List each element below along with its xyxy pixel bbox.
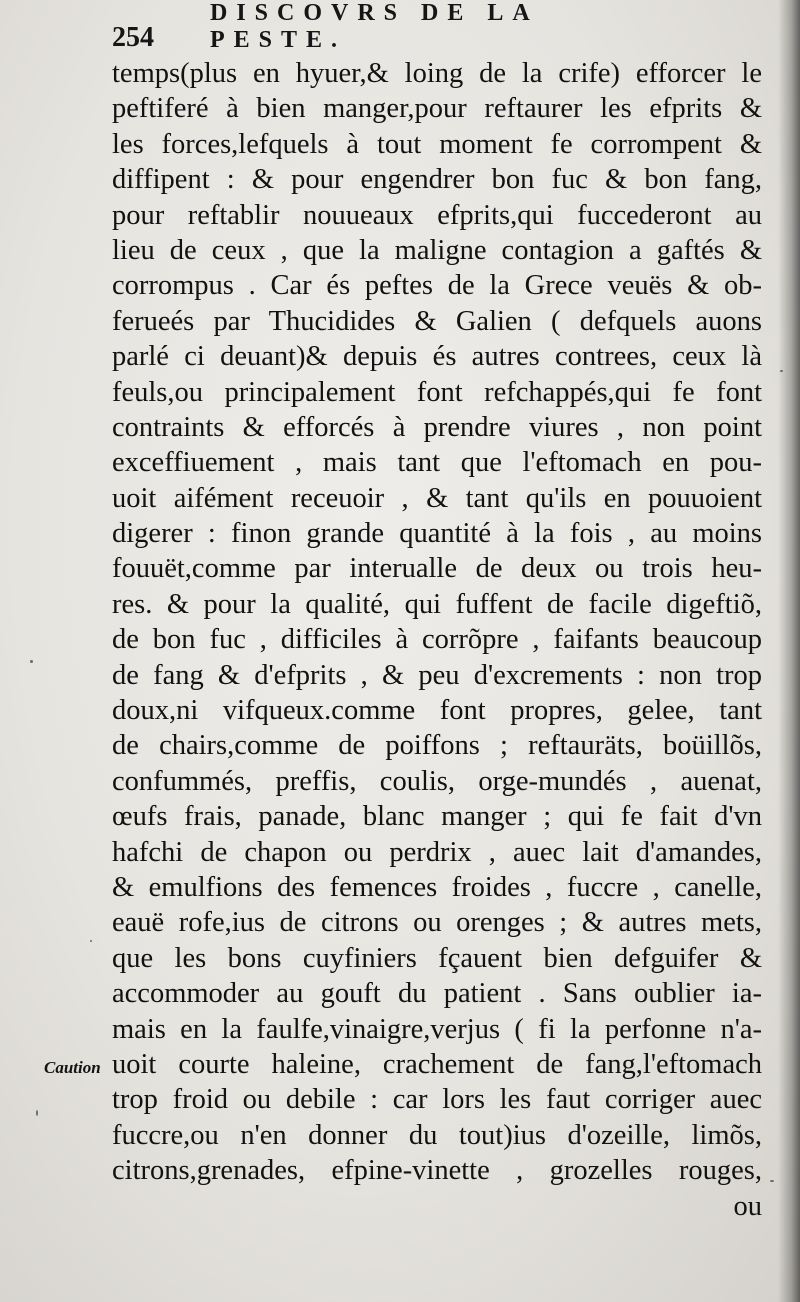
paper-speck [770,1180,774,1182]
page-edge-shadow [778,0,800,1302]
margin-note: Caution [44,1058,101,1077]
text-line: uoit aifément receuoir , & tant qu'ils en pouuoient [112,482,762,514]
text-line: uoit courte haleine, crachement de fang,l'eftomach [112,1048,762,1080]
text-line: peftiferé à bien manger,pour reftaurer les efprits & [112,93,762,125]
text-line: exceffiuement , mais tant que l'eftomach en pou- [112,447,762,479]
text-line: mais en la faulfe,vinaigre,verjus ( fi la perfonne n'a- [112,1013,762,1045]
text-line: hafchi de chapon ou perdrix , auec lait d'amandes, [112,836,762,868]
running-head-title: DISCOVRS DE LA PESTE. [210,0,538,53]
catchword: ou [733,1190,762,1222]
text-line: fouuët,comme par interualle de deux ou trois heu- [112,553,762,585]
text-line: feuls,ou principalement font refchappés,qui fe font [112,376,762,408]
text-line: de fang & d'efprits , & peu d'excrements : non trop [112,659,762,691]
text-line: res. & pour la qualité, qui fuffent de facile digeftiõ, [112,588,762,620]
page-number: 254 [112,22,154,53]
body-text [112,56,762,1224]
text-line: corrompus . Car és peftes de la Grece veuës & ob- [112,270,762,302]
running-header [112,0,672,54]
text-line: parlé ci deuant)& depuis és autres contrees, ceux là [112,341,762,373]
paper-speck [36,1110,38,1116]
text-line: de chairs,comme de poiffons ; reftauräts, boüillõs, [112,730,762,762]
text-line: ferueés par Thucidides & Galien ( defquels auons [112,305,762,337]
text-line: accommoder au gouft du patient . Sans oublier ia- [112,978,762,1010]
text-line: digerer : finon grande quantité à la fois , au moins [112,518,762,550]
text-line: que les bons cuyfiniers fçauent bien defguifer & [112,942,762,974]
text-line: trop froid ou debile : car lors les faut corriger auec [112,1084,762,1116]
text-line: lieu de ceux , que la maligne contagion a gaftés & [112,234,762,266]
paper-speck [90,940,92,942]
text-line: confummés, preffis, coulis, orge-mundés , auenat, [112,765,762,797]
text-line: temps(plus en hyuer,& loing de la crife) efforcer le [112,58,762,89]
text-line: les forces,lefquels à tout moment fe corrompent & [112,128,762,160]
text-line: diffipent : & pour engendrer bon fuc & bon fang, [112,164,762,196]
paper-speck [780,370,783,372]
text-line: doux,ni vifqueux.comme font propres, gelee, tant [112,695,762,727]
text-line: eauë rofe,ius de citrons ou orenges ; & autres mets, [112,907,762,939]
text-line: contraints & efforcés à prendre viures , non point [112,411,762,443]
text-line: de bon fuc , difficiles à corrõpre , faifants beaucoup [112,624,762,656]
paper-speck [30,660,33,663]
text-line: fuccre,ou n'en donner du tout)ius d'ozeille, limõs, [112,1119,762,1151]
text-line: citrons,grenades, efpine-vinette , grozelles rouges, [112,1155,762,1187]
text-line: œufs frais, panade, blanc manger ; qui fe fait d'vn [112,801,762,833]
text-line: pour reftablir nouueaux efprits,qui fuccederont au [112,199,762,231]
text-line: & emulfions des femences froides , fuccre , canelle, [112,871,762,903]
